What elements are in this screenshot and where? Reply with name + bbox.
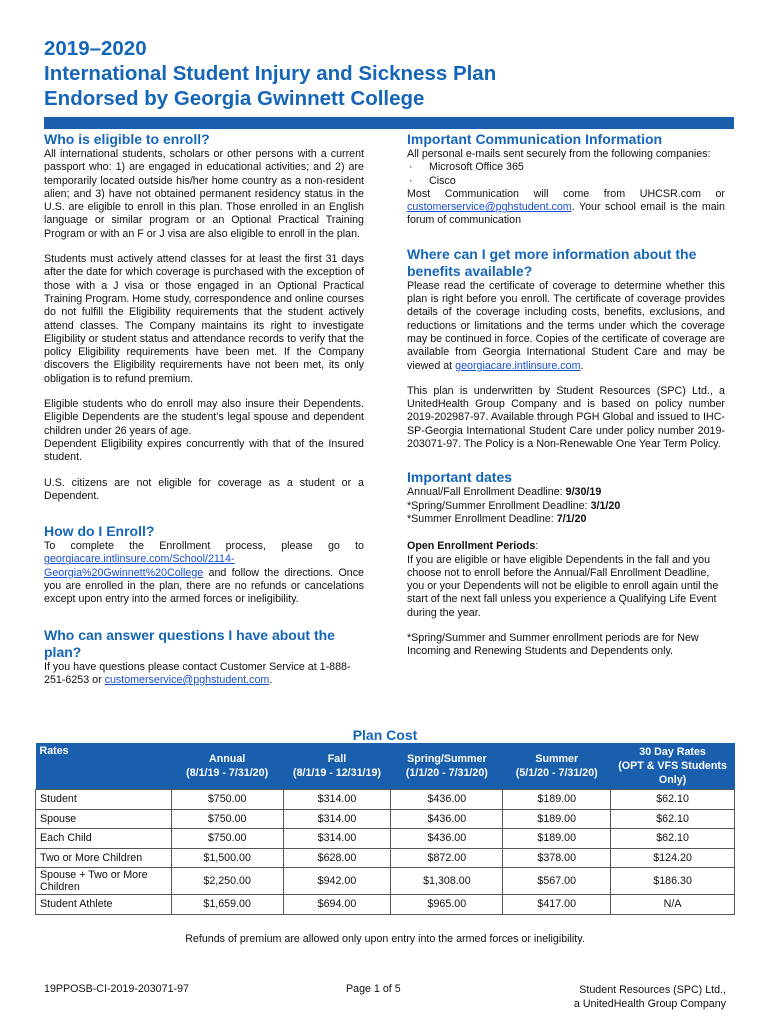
date-line: *Spring/Summer Enrollment Deadline: 3/1/20 (407, 499, 621, 512)
bullet-icon: · (409, 174, 413, 187)
column-header: Annual (8/1/19 - 7/31/20) (171, 743, 283, 790)
eligibility-paragraph-3: Eligible students who do enroll may also insure their Dependents. Eligible Dependents are the student’s legal spouse and dependent children under 26 years of age. (44, 398, 364, 437)
enroll-heading: How do I Enroll? (44, 523, 155, 540)
title-plan: International Student Injury and Sickness Plan (44, 62, 497, 85)
table-row: Student Athlete $1,659.00 $694.00 $965.00 $417.00 N/A (36, 895, 735, 915)
plan-cost-table (35, 743, 735, 915)
footer-page-number: Page 1 of 5 (346, 983, 401, 995)
title-year: 2019–2020 (44, 37, 147, 60)
communication-paragraph: Most Communication will come from UHCSR.com or customerservice@pghstudent.com. Your school email is the main forum of communication (407, 187, 725, 227)
enroll-paragraph: To complete the Enrollment process, please go to georgiacare.intlinsure.com/School/2114-Georgia%20Gwinnett%20College and follow the directions. Once you are enrolled in the plan, there are no refunds or cancelations except upon entry into the armed forces or ineligibility. (44, 540, 364, 606)
communication-item: · Microsoft Office 365 (409, 161, 524, 174)
left-column (44, 131, 364, 687)
table-row: Student $750.00 $314.00 $436.00 $189.00 $62.10 (36, 790, 735, 810)
communication-intro: All personal e-mails sent securely from the following companies: (407, 148, 711, 160)
plan-cost-title: Plan Cost (352, 727, 418, 743)
spring-summer-note: *Spring/Summer and Summer enrollment periods are for New Incoming and Renewing Students and Dependents only. (407, 632, 699, 658)
more-info-paragraph-2: This plan is underwritten by Student Resources (SPC) Ltd., a UnitedHealth Group Company and is based on policy number 2019-202987-97. Available through PGH Global and issued to IHC-SP-Georgia International Student Care under policy number 2019-203071-97. The Policy is a Non-Renewable One Year Term Policy. (407, 384, 725, 451)
table-header-row (36, 743, 735, 790)
page-title (44, 36, 734, 111)
rates-header: Rates (36, 743, 172, 790)
questions-heading: Who can answer questions I have about the plan? (44, 626, 335, 660)
table-row: Two or More Children $1,500.00 $628.00 $872.00 $378.00 $124.20 (36, 848, 735, 868)
communication-heading: Important Communication Information (407, 131, 663, 147)
column-header: Fall (8/1/19 - 12/31/19) (283, 743, 391, 790)
open-enrollment-text: If you are eligible or have eligible Dependents in the fall and you choose not to enroll before the Annual/Fall Enrollment Deadline, you or your Dependents will not be eligible to enroll again until the start of the next fall unless you experience a Qualifying Life Event during the year. (407, 553, 719, 619)
column-header: Spring/Summer (1/1/20 - 7/31/20) (391, 743, 503, 790)
bullet-icon: · (409, 161, 413, 174)
date-line: *Summer Enrollment Deadline: 7/1/20 (407, 512, 587, 525)
eligibility-paragraph-4: Dependent Eligibility expires concurrently with that of the Insured student. (44, 437, 364, 464)
column-header: Summer (5/1/20 - 7/31/20) (503, 743, 611, 790)
open-enrollment-label: Open Enrollment Periods: (407, 540, 539, 553)
column-header: 30 Day Rates (OPT & VFS Students Only) (611, 743, 735, 790)
title-endorsement: Endorsed by Georgia Gwinnett College (44, 87, 425, 110)
important-dates-heading: Important dates (407, 469, 513, 486)
table-row: Spouse + Two or More Children $2,250.00 $942.00 $1,308.00 $567.00 $186.30 (36, 868, 735, 895)
date-line: Annual/Fall Enrollment Deadline: 9/30/19 (407, 486, 602, 499)
communication-email-link[interactable]: customerservice@pghstudent.com (407, 201, 572, 214)
eligibility-paragraph-1: All international students, scholars or other persons with a current passport who: 1) are engaged in educational activities; and 2) are temporarily located outside his/her home country as a non-resident alien; and 3) have not obtained permanent residency status in the U.S. are eligible to enroll in this plan. Those enrolled in an English language or similar program or an Optional Practical Training Program or with an F or J visa are also eligible to enroll in the plan. (44, 148, 364, 240)
title-divider-bar (44, 117, 734, 129)
refund-note: Refunds of premium are allowed only upon entry into the armed forces or ineligibility. (185, 933, 585, 945)
more-info-heading: Where can I get more information about the benefits available? (407, 245, 697, 279)
enroll-link[interactable]: georgiacare.intlinsure.com/School/2114-Georgia%20Gwinnett%20College (44, 553, 235, 579)
eligibility-paragraph-5: U.S. citizens are not eligible for coverage as a student or a Dependent. (44, 476, 364, 502)
table-row: Each Child $750.00 $314.00 $436.00 $189.00 $62.10 (36, 829, 735, 849)
table-row: Spouse $750.00 $314.00 $436.00 $189.00 $62.10 (36, 809, 735, 829)
customer-service-email-link[interactable]: customerservice@pghstudent.com (104, 673, 270, 686)
eligibility-heading: Who is eligible to enroll? (44, 131, 210, 147)
footer-company: Student Resources (SPC) Ltd., a UnitedHealth Group Company (573, 984, 726, 1010)
eligibility-paragraph-2: Students must actively attend classes for at least the first 31 days after the date for which coverage is purchased with the exception of those with a J visa or those engaged in an Optional Practical Training Program. Home study, correspondence and online courses do not fulfill the Eligibility requirements that the student actively attend classes. The Company maintains its right to investigate Eligibility or student status and attendance records to verify that the policy Eligibility requirements have been met. If the Company discovers the Eligibility requirements have not been met, its only obligation is to refund premium. (44, 253, 364, 385)
communication-item: · Cisco (409, 174, 456, 187)
right-column (407, 131, 725, 659)
more-info-paragraph-1: Please read the certificate of coverage to determine whether this plan is right before you enroll. The certificate of coverage provides details of the coverage including costs, benefits, exclusions, and reductions or limitations and the terms under which the coverage may be continued in force. Copies of the certificate of coverage are available from Georgia International Student Care and may be viewed at georgiacare.intlinsure.com. (407, 279, 725, 372)
footer-policy-code: 19PPOSB-CI-2019-203071-97 (44, 983, 189, 995)
certificate-link[interactable]: georgiacare.intlinsure.com (455, 359, 581, 372)
questions-paragraph: If you have questions please contact Customer Service at 1-888-251-6253 or customerservice@pghstudent.com. (44, 660, 351, 686)
